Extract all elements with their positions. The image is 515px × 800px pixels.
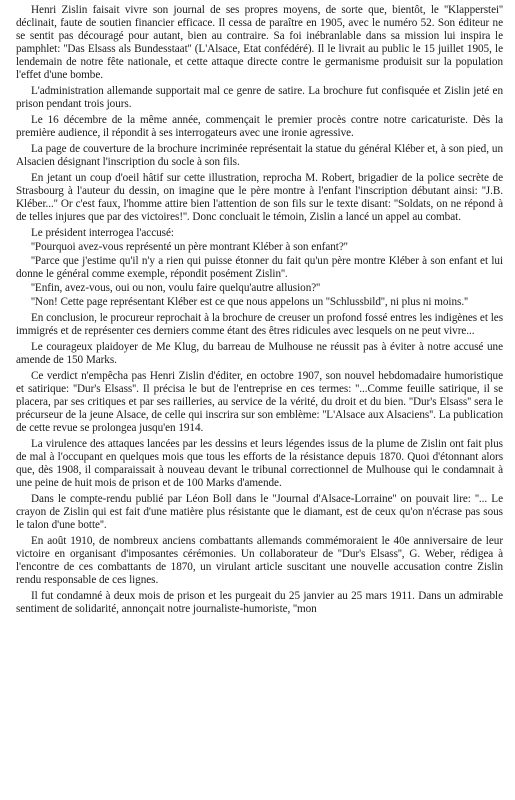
paragraph-14: La virulence des attaques lancées par les dessins et leurs légendes issus de la plume de Zislin ont fait plus de mal à l'occupant en quelques mois que tous les efforts de la résistance depuis 1870. Quoi d'étonnant alors que, dès 1908, il comparaissait à nouveau devant le tribunal correctionnel de Mulhouse qui le condamnait à une peine de huit mois de prison et de 100 Marks d'amende.: [16, 438, 503, 489]
paragraph-1: Henri Zislin faisait vivre son journal de ses propres moyens, de sorte que, bientôt, le ''Klapperstei'' déclinait, faute de soutien financier efficace. Il cessa de paraître en 1905, avec le numéro 52. Son éditeur ne se sentit pas découragé pour autant, bien au contraire. Sa foi inébranlable dans sa mission lui inspira le pamphlet: ''Das Elsass als Bundesstaat'' (L'Alsace, Etat confédéré). Il le livrait au public le 15 juillet 1905, le lendemain de notre fête nationale, et cette attaque directe contre le germanisme produisit sur la population l'effet d'une bombe.: [16, 4, 503, 81]
paragraph-3: Le 16 décembre de la même année, commençait le premier procès contre notre caricaturiste. Dès la première audience, il répondit à ses interrogateurs avec une ironie agressive.: [16, 114, 503, 139]
paragraph-16: En août 1910, de nombreux anciens combattants allemands commémoraient le 40e anniversaire de leur victoire en organisant d'imposantes cérémonies. Un collaborateur de ''Dur's Elsass'', G. Weber, rédigea à l'encontre de ces combattants de 1870, un virulant article suscitant une nouvelle accusation contre Zislin rendu responsable de ces lignes.: [16, 535, 503, 586]
paragraph-5: En jetant un coup d'oeil hâtif sur cette illustration, reprocha M. Robert, brigadier de la police secrète de Strasbourg à l'auteur du dessin, on imagine que le père montre à l'enfant l'inscription débutant ainsi: ''J.B. Kléber...'' Or c'est faux, l'homme attire bien l'attention de son fils sur le texte disant: ''Soldats, on ne répond à de telles injures que par des victoires!''. Donc concluait le témoin, Zislin a lancé un appel au combat.: [16, 172, 503, 223]
paragraph-7: ''Pourquoi avez-vous représenté un père montrant Kléber à son enfant?'': [31, 241, 348, 253]
paragraph-2: L'administration allemande supportait mal ce genre de satire. La brochure fut confisquée et Zislin jeté en prison pendant trois jours.: [16, 85, 503, 110]
paragraph-13: Ce verdict n'empêcha pas Henri Zislin d'éditer, en octobre 1907, son nouvel hebdomadaire humoristique et satirique: ''Dur's Elsass''. Il précisa le but de l'entreprise en ces termes: ''...Comme feuille satirique, il se placera, par ses critiques et par ses railleries, au service de la vérité, du droit et du bien. ''Dur's Elsass'' sera le précurseur de la jeune Alsace, de celle qui inscrira sur son emblème: ''L'Alsace aux Alsaciens''. La publication de cette revue se prolongea jusqu'en 1914.: [16, 370, 503, 434]
paragraph-6: Le président interrogea l'accusé:: [31, 227, 174, 239]
paragraph-12: Le courageux plaidoyer de Me Klug, du barreau de Mulhouse ne réussit pas à éviter à notre accusé une amende de 150 Marks.: [16, 341, 503, 366]
paragraph-9: ''Enfin, avez-vous, oui ou non, voulu faire quelqu'autre allusion?'': [31, 282, 321, 294]
paragraph-15: Dans le compte-rendu publié par Léon Boll dans le ''Journal d'Alsace-Lorraine'' on pouvait lire: ''... Le crayon de Zislin qui est fait d'une matière plus résistante que le diamant, est de ceux qu'on n'écrase pas sous le talon d'une botte''.: [16, 493, 503, 531]
paragraph-10: ''Non! Cette page représentant Kléber est ce que nous appelons un ''Schlussbild'', ni plus ni moins.'': [31, 296, 468, 308]
paragraph-8: ''Parce que j'estime qu'il n'y a rien qui puisse étonner du fait qu'un père montre Kléber à son enfant et lui donne le général comme exemple, répondit posément Zislin''.: [16, 255, 503, 280]
paragraph-17: Il fut condamné à deux mois de prison et les purgeait du 25 janvier au 25 mars 1911. Dans un admirable sentiment de solidarité, annonçait notre journaliste-humoriste, ''mon: [16, 590, 503, 615]
paragraph-4: La page de couverture de la brochure incriminée représentait la statue du général Kléber et, à son pied, un Alsacien désignant l'inscription du socle à son fils.: [16, 143, 503, 168]
paragraph-11: En conclusion, le procureur reprochait à la brochure de creuser un profond fossé entres les indigènes et les immigrés et de représenter ces derniers comme étant des êtres ridicules avec lesquels on ne peut vivre...: [16, 312, 503, 337]
